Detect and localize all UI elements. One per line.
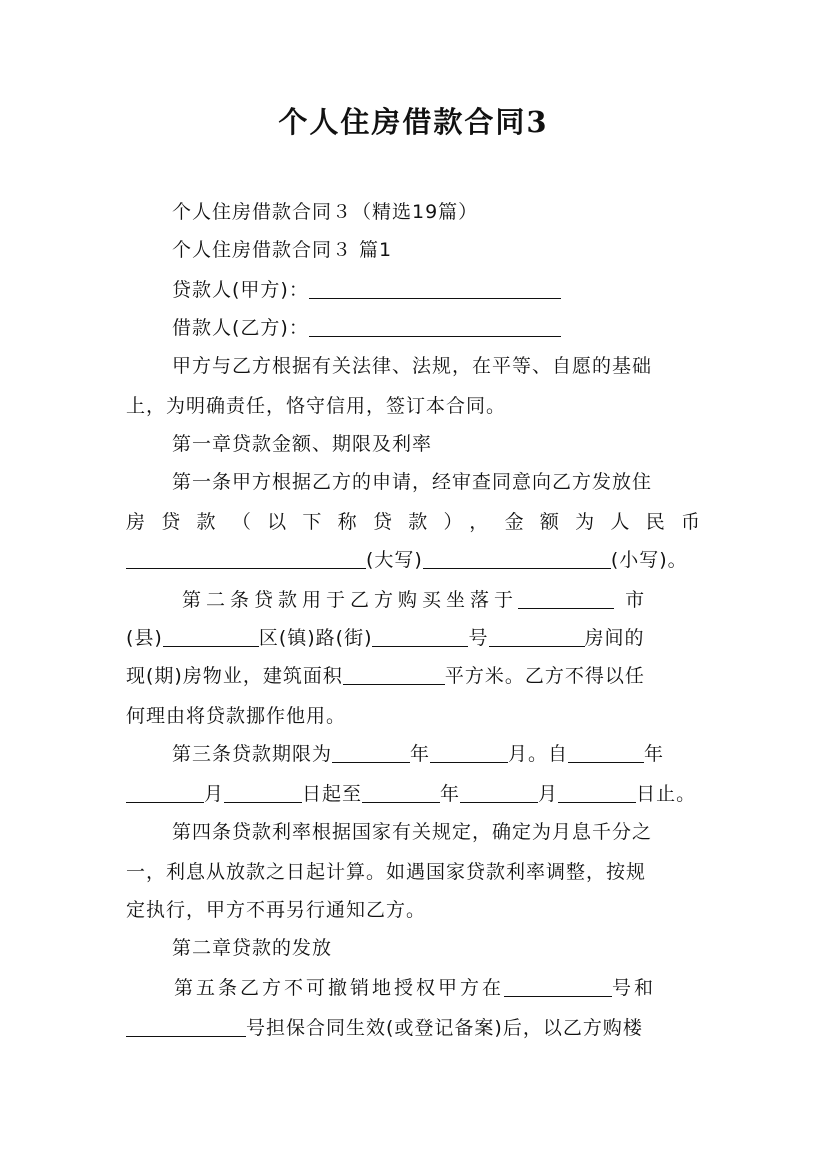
borrower-line [172, 314, 561, 342]
art3-month: 月 [204, 783, 225, 805]
art3-end: 日止。 [636, 783, 697, 805]
art3-year: 年 [410, 743, 431, 765]
art2-room: 房间的 [584, 627, 645, 649]
chapter-heading: 第一章贷款金额、期限及利率 [172, 433, 433, 455]
subtitle: 个人住房借款合同３（精选19篇） [172, 201, 479, 223]
art3-month-from: 月。自 [508, 743, 569, 765]
area-blank [343, 664, 445, 685]
county-blank [163, 626, 259, 647]
art3-from-day: 日起至 [302, 783, 363, 805]
term-month-blank [430, 742, 508, 763]
paragraph-line: 房贷款（以下称贷款），金额为人民币 [126, 511, 700, 533]
art2-area-tail: 平方米。乙方不得以任 [444, 665, 645, 687]
art3-year-3: 年 [440, 783, 461, 805]
paragraph-line [174, 974, 656, 1002]
contract-no-blank [504, 976, 612, 997]
number-blank [489, 626, 585, 647]
art5-and: 号和 [612, 977, 657, 999]
amount-upper-label: (大写) [366, 549, 423, 571]
paragraph-line: 上，为明确责任，恪守信用，签订本合同。 [126, 395, 507, 417]
paragraph-line [126, 1014, 643, 1042]
art2-district: 区(镇)路(街) [258, 627, 373, 649]
end-year-blank [362, 782, 440, 803]
paragraph-line: 定执行，甲方不再另行通知乙方。 [126, 899, 427, 921]
art2-area-label: 现(期)房物业，建筑面积 [126, 665, 343, 687]
paragraph-line: 第四条贷款利率根据国家有关规定，确定为月息千分之 [172, 821, 653, 843]
paragraph-line [126, 662, 645, 690]
lender-blank [309, 278, 561, 299]
end-month-blank [460, 782, 538, 803]
term-year-blank [332, 742, 410, 763]
art2-text: 第二条贷款用于乙方购买坐落于 [182, 589, 519, 611]
amount-lower-label: (小写)。 [610, 549, 688, 571]
art2-no: 号 [468, 627, 489, 649]
paragraph-line: 一，利息从放款之日起计算。如遇国家贷款利率调整，按规 [126, 861, 647, 883]
amount-lower-blank [423, 548, 611, 569]
location-blank [518, 588, 614, 609]
paragraph-line: 何理由将贷款挪作他用。 [126, 705, 347, 727]
borrower-blank [309, 316, 561, 337]
section-heading: 个人住房借款合同３ 篇1 [172, 239, 393, 261]
paragraph-line [126, 780, 696, 808]
art3-year-2: 年 [644, 743, 665, 765]
end-day-blank [558, 782, 636, 803]
paragraph-line [182, 586, 649, 614]
chapter-heading: 第二章贷款的发放 [172, 937, 333, 959]
lender-label: 贷款人(甲方)： [172, 279, 309, 301]
start-year-blank [568, 742, 644, 763]
lender-line [172, 276, 561, 304]
paragraph-line [126, 624, 645, 652]
art3-text: 第三条贷款期限为 [172, 743, 333, 765]
art2-county: (县) [126, 627, 163, 649]
paragraph-line [172, 740, 664, 768]
start-day-blank [224, 782, 302, 803]
street-blank [372, 626, 468, 647]
art2-city: 市 [625, 589, 650, 611]
art3-month-2: 月 [538, 783, 559, 805]
borrower-label: 借款人(乙方)： [172, 317, 309, 339]
paragraph-line: 第一条甲方根据乙方的申请，经审查同意向乙方发放住 [172, 471, 653, 493]
page-title: 个人住房借款合同3 [278, 105, 549, 139]
amount-upper-blank [126, 548, 366, 569]
amount-line [126, 546, 688, 574]
art5-text: 第五条乙方不可撤销地授权甲方在 [174, 977, 505, 999]
guarantee-no-blank [126, 1016, 246, 1037]
paragraph-line: 甲方与乙方根据有关法律、法规，在平等、自愿的基础 [172, 355, 653, 377]
start-month-blank [126, 782, 204, 803]
art5-tail: 号担保合同生效(或登记备案)后，以乙方购楼 [246, 1017, 643, 1039]
